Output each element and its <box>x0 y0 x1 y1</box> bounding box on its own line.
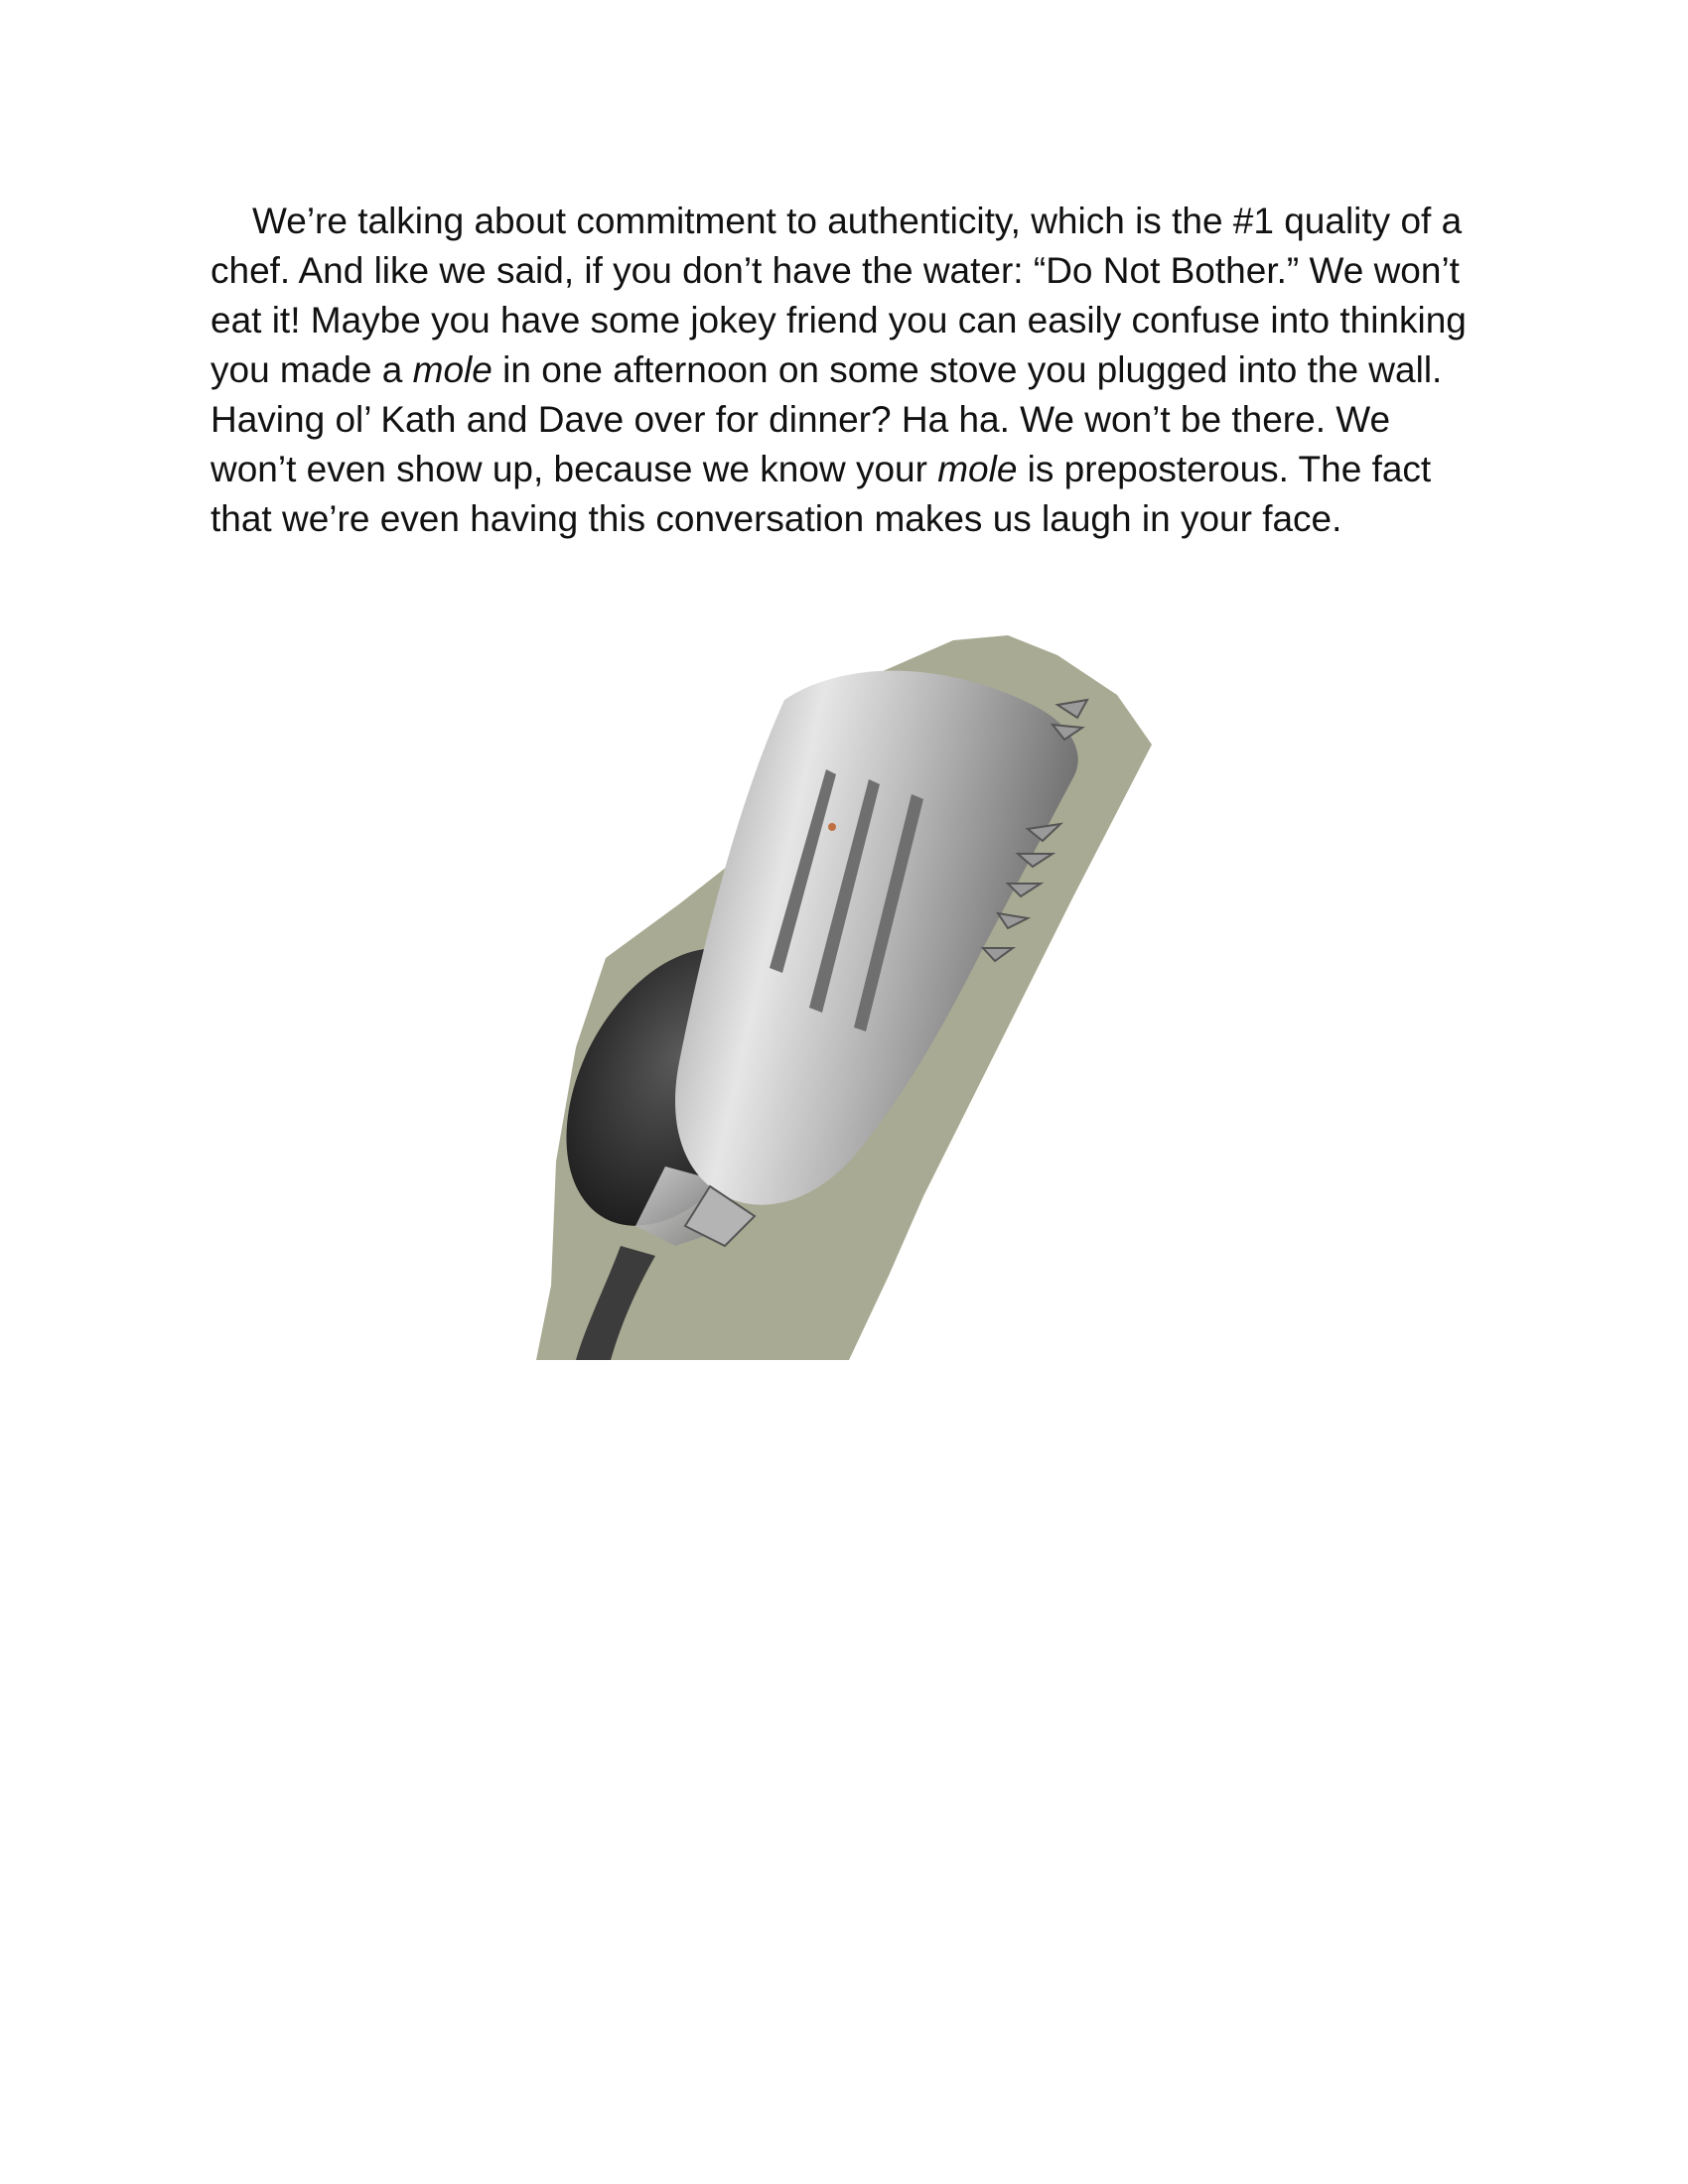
paragraph-text-part-3: is preposterous. The fact that we’re even having this conversation makes us laugh in your face. <box>211 449 1432 539</box>
body-paragraph <box>211 197 1472 544</box>
mole-italic-term: mole <box>937 449 1018 489</box>
paragraph-text-part-2: in one afternoon on some stove you plugged into the wall. Having ol’ Kath and Dave over for dinner? Ha ha. We won’t be there. We won’t even show up, because we know your <box>211 349 1443 489</box>
fork-rust-spot <box>828 823 836 831</box>
folding-utensil-image <box>516 630 1172 1360</box>
utensil-figure <box>516 630 1172 1360</box>
mole-italic-term: mole <box>412 349 492 390</box>
paragraph-text-part-1: We’re talking about commitment to authenticity, which is the #1 quality of a chef. And like we said, if you don’t have the water: “Do Not Bother.” We won’t eat it! Maybe you have some jokey friend you can easily confuse into thinking you made a <box>211 201 1467 390</box>
